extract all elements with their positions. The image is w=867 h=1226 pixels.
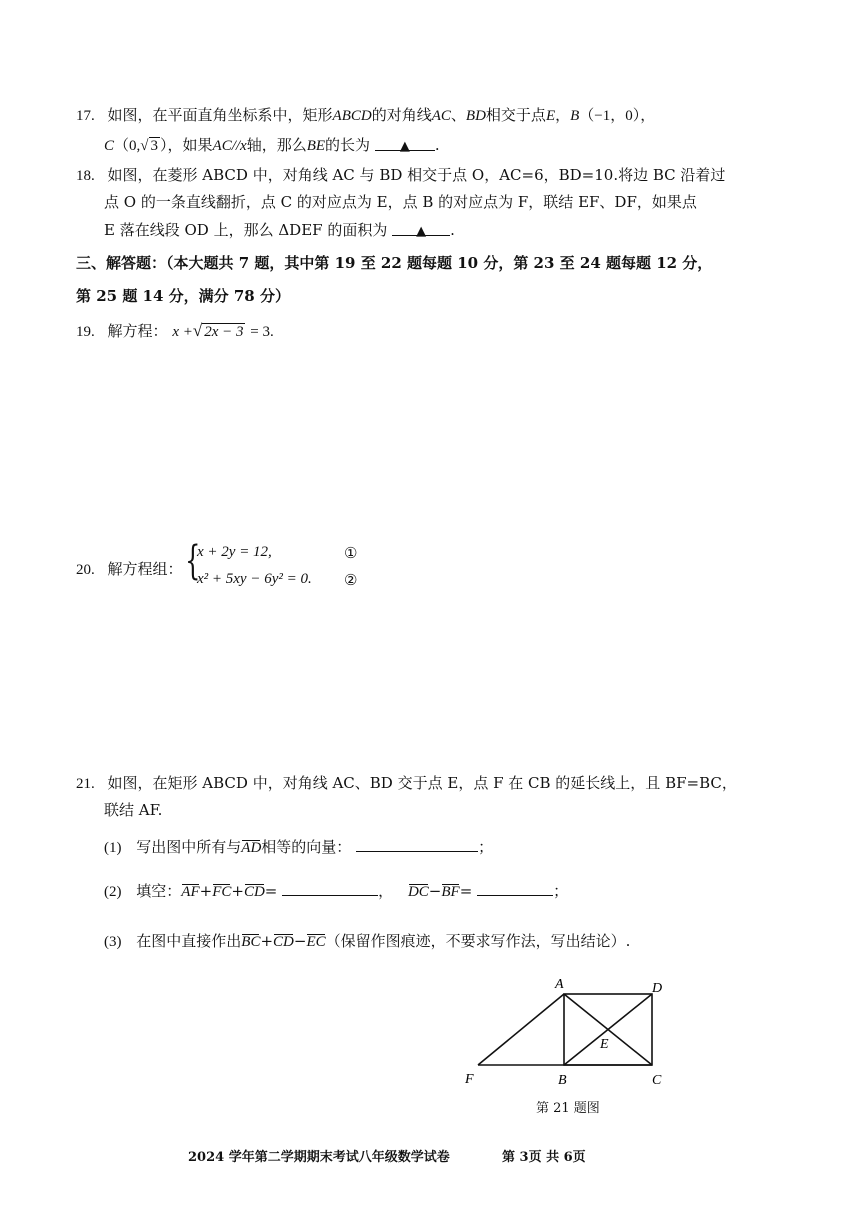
equation-mark-2: ②: [344, 571, 358, 589]
triangle-icon: ▲: [416, 224, 427, 239]
question-number: 21.: [76, 776, 95, 792]
point-label-b: B: [558, 1073, 567, 1088]
figure-caption: 第 21 题图: [536, 1101, 600, 1116]
segment-af: [478, 994, 564, 1065]
section-heading-line-1: 三、解答题：（本大题共 7 题，其中第 19 至 22 题每题 10 分，第 23 至 24 题每题 12 分，: [76, 254, 713, 272]
footer-title: 2024 学年第二学期期末考试八年级数学试卷: [188, 1150, 450, 1165]
question-number: 20.: [76, 562, 95, 578]
equation-mark-1: ①: [344, 544, 358, 562]
point-label-d: D: [652, 981, 663, 996]
question-18-line-3: E 落在线段 OD 上，那么 ΔDEF 的面积为 ▲ .: [104, 221, 455, 239]
question-17-line-2: C（0,√ 3 ），如果AC//x轴，那么BE的长为 ▲ .: [104, 136, 440, 154]
question-18-line-1: 18. 如图，在菱形 ABCD 中，对角线 AC 与 BD 相交于点 O，AC=6，BD=10.将边 BC 沿着过: [76, 166, 726, 184]
triangle-icon: ▲: [399, 139, 410, 154]
equation-1: x + 2y = 12,: [197, 544, 272, 560]
answer-blank[interactable]: [375, 136, 435, 154]
point-label-f: F: [465, 1072, 474, 1087]
point-label-a: A: [555, 977, 564, 992]
question-21-line-2: 联结 AF.: [104, 801, 163, 819]
question-number: 17.: [76, 108, 95, 124]
question-21-part-1: (1) 写出图中所有与AD相等的向量： ；: [104, 838, 494, 856]
footer-page-number: 第 3页 共 6页: [502, 1150, 586, 1165]
question-number: 19.: [76, 324, 95, 340]
question-17-line-1: 17. 如图，在平面直角坐标系中，矩形ABCD的对角线AC、BD相交于点E，B（−1，0），: [76, 106, 656, 124]
answer-blank[interactable]: [477, 881, 553, 896]
question-19: 19. 解方程： x +√ 2x − 3 = 3.: [76, 321, 274, 340]
section-heading-line-2: 第 25 题 14 分，满分 78 分）: [76, 287, 290, 305]
question-number: 18.: [76, 168, 95, 184]
question-20-label: 20. 解方程组：: [76, 560, 183, 578]
system-brace: {: [185, 538, 201, 584]
answer-blank[interactable]: [392, 221, 450, 239]
question-21-line-1: 21. 如图，在矩形 ABCD 中，对角线 AC、BD 交于点 E，点 F 在 CB 的延长线上，且 BF=BC，: [76, 774, 737, 792]
question-18-line-2: 点 O 的一条直线翻折，点 C 的对应点为 E，点 B 的对应点为 F，联结 EF、DF，如果点: [104, 193, 697, 211]
equation-2: x² + 5xy − 6y² = 0.: [197, 571, 312, 587]
answer-blank[interactable]: [282, 881, 378, 896]
question-21-part-2: (2) 填空：AF+FC+CD= ， DC−BF= ；: [104, 882, 569, 900]
answer-blank[interactable]: [356, 837, 478, 852]
point-label-e: E: [600, 1037, 609, 1052]
question-21-part-3: (3) 在图中直接作出BC+CD−EC（保留作图痕迹，不要求写作法，写出结论）.: [104, 932, 631, 950]
question-21-figure: [440, 970, 700, 1115]
point-label-c: C: [652, 1073, 662, 1088]
